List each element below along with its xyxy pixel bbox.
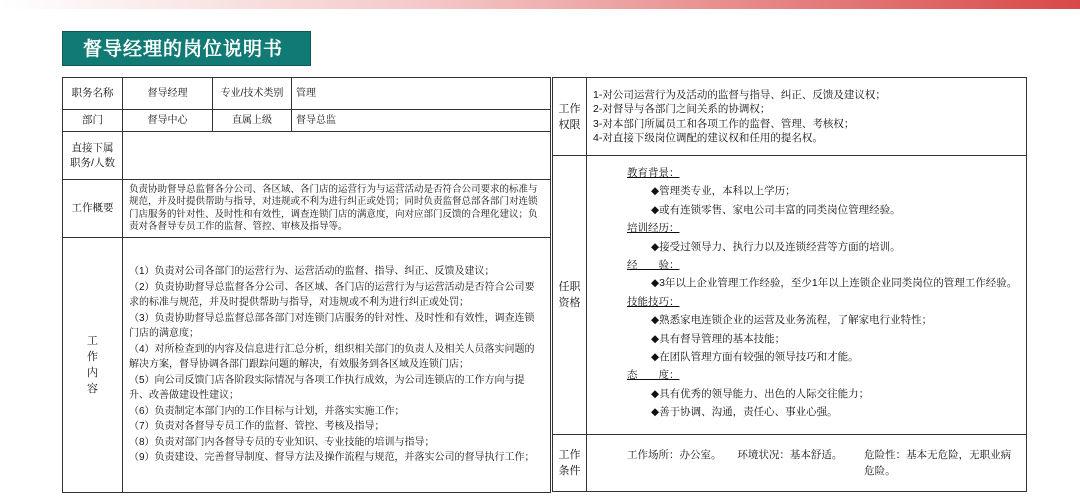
list-item: ◆3年以上企业管理工作经验，至少1年以上连锁企业同类岗位的管理工作经验。 [651, 277, 1018, 290]
environment: 环境状况：基本舒适。 [737, 449, 843, 461]
job-title-value: 督导经理 [123, 78, 213, 110]
list-item: （6）负责制定本部门内的工作目标与计划，并落实实施工作； [129, 405, 405, 417]
qualification-label: 任职 资格 [553, 156, 587, 435]
conditions-cell [587, 435, 1027, 492]
authority-label: 工作 权限 [553, 78, 587, 156]
list-item: （2）负责协助督导总监督各分公司、各区域、各门店的运营行为与运营活动是否符合公司要求的标准与规范，并及时提供帮助与指导，对违规或不利为进行纠正或处罚； [129, 281, 535, 309]
list-item: 4-对直接下级岗位调配的建议权和任用的提名权。 [593, 132, 823, 144]
qual-heading-experience: 经 验： [627, 259, 680, 272]
overview-label: 工作概要 [63, 180, 123, 238]
risk: 危险性：基本无危险，无职业病危险。 [864, 449, 1012, 477]
authority-cell [587, 78, 1027, 156]
list-item: （8）负责对部门内各督导专员的专业知识、专业技能的培训与指导； [129, 436, 435, 448]
superior-value: 督导总监 [292, 110, 551, 132]
page-title: 督导经理的岗位说明书 [62, 31, 311, 66]
list-item: 1-对公司运营行为及活动的监督与指导、纠正、反馈及建议权； [593, 88, 886, 101]
list-item: ◆熟悉家电连锁企业的运营及业务流程，了解家电行业特性； [651, 314, 933, 327]
category-value: 管理 [292, 78, 551, 110]
job-title-label: 职务名称 [63, 78, 123, 110]
list-item: ◆接受过领导力、执行力以及连锁经营等方面的培训。 [651, 240, 901, 253]
list-item: ◆具有督导管理的基本技能； [651, 332, 786, 345]
subordinates-label: 直接下属职务/人数 [63, 132, 123, 180]
qual-heading-education: 教育背景： [627, 167, 680, 179]
duties-cell [123, 238, 551, 493]
dept-value: 督导中心 [123, 110, 213, 132]
list-item: ◆具有优秀的领导能力、出色的人际交往能力； [651, 387, 870, 400]
list-item: （9）负责建设、完善督导制度、督导方法及操作流程与规范，并落实公司的督导执行工作； [129, 452, 535, 464]
list-item: ◆善于协调、沟通，责任心、事业心强。 [651, 406, 838, 419]
list-item: （7）负责对各督导专员工作的监督、管控、考核及指导； [129, 421, 385, 433]
duties-label: 工 作 内 容 [63, 238, 123, 493]
work-place: 工作场所：办公室。 [627, 449, 722, 461]
qual-heading-attitude: 态 度： [627, 369, 680, 382]
dept-label: 部门 [63, 110, 123, 132]
right-table [552, 77, 1027, 492]
conditions-label: 工作 条件 [553, 435, 587, 492]
subordinates-value [123, 132, 551, 180]
list-item: ◆在团队管理方面有较强的领导技巧和才能。 [651, 351, 859, 364]
list-item: （1）负责对公司各部门的运营行为、运营活动的监督、指导、纠正、反馈及建议； [129, 266, 495, 278]
list-item: 2-对督导与各部门之间关系的协调权； [593, 103, 771, 115]
list-item: （3）负责协助督导总监督总部各部门对连锁门店服务的针对性、及时性和有效性，调查连锁门店的满意度； [129, 312, 535, 340]
qual-heading-training: 培训经历： [627, 222, 680, 235]
category-label: 专业/技术类别 [213, 78, 292, 110]
list-item: 3-对本部门所属员工和各项工作的监督、管理、考核权； [593, 117, 855, 130]
superior-label: 直属上级 [213, 110, 292, 132]
list-item: （4）对所检查到的内容及信息进行汇总分析，组织相关部门的负责人及相关人员落实问题的解决方案，督导协调各部门跟踪问题的解决，有效服务到各区域及连锁门店； [129, 343, 535, 371]
qual-heading-skills: 技能技巧： [627, 295, 680, 308]
top-accent-bar [0, 0, 1080, 9]
duties-list [129, 264, 544, 466]
left-table [62, 77, 551, 493]
list-item: ◆或有连锁零售、家电公司丰富的同类岗位管理经验。 [651, 203, 901, 216]
list-item: （5）向公司反馈门店各阶段实际情况与各项工作执行成效，为公司连锁店的工作方向与提升、改善做建设性建议； [129, 374, 525, 402]
list-item: ◆管理类专业，本科以上学历； [651, 185, 796, 198]
overview-text: 负责协助督导总监督各分公司、各区域、各门店的运营行为与运营活动是否符合公司要求的标准与规范，并及时提供帮助与指导，对违规或不利为进行纠正或处罚；同时负责监督总部各部门对连锁门店服务的针对性、及时性和有效性，调查连锁门店的满意度，向对应部门反馈的合理化建议；负责对各督导专员工作的监督、管控、审核及指导等。 [123, 180, 551, 238]
qualification-cell [587, 156, 1027, 435]
